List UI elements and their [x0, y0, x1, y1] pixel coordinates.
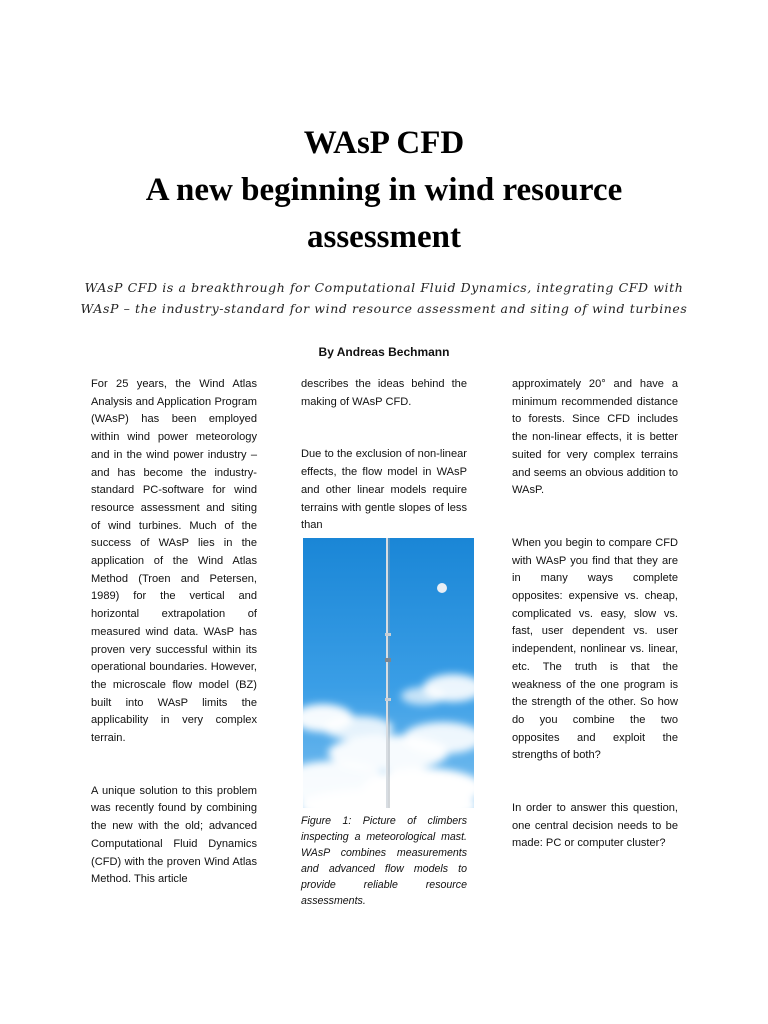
figure-photo-met-mast [303, 538, 474, 808]
paragraph: approximately 20° and have a minimum recommended distance to forests. Since CFD includes the non-linear effects, it is better suited for very complex terrains and seems an obvious addition to WAsP. [512, 378, 678, 497]
article-subtitle: WAsP CFD is a breakthrough for Computational Fluid Dynamics, integrating CFD with WAsP – the industry-standard for wind resource assessment and siting of wind turbines [80, 280, 688, 316]
figure-caption: Figure 1: Picture of climbers inspecting a meteorological mast. WAsP combines measurements and advanced flow models to provide reliable resource assessments. [301, 815, 467, 907]
paragraph: describes the ideas behind the making of WAsP CFD. [301, 378, 467, 408]
article-title [0, 120, 768, 261]
column-2 [301, 376, 467, 535]
paragraph: For 25 years, the Wind Atlas Analysis and Application Program (WAsP) has been employed within wind power meteorology and in the wind power industry – and has become the industry-standard PC-software for wind resource assessment and siting of wind turbines. Much of the success of WAsP lies in the application of the Wind Atlas Method (Troen and Petersen, 1989) for the vertical and horizontal extrapolation of measured wind data. WAsP has proven very successful within its operational boundaries. However, the microscale flow model (BZ) built into WAsP limits the applicability in very complex terrain. [91, 378, 257, 745]
paragraph: Due to the exclusion of non-linear effects, the flow model in WAsP and other linear models require terrains with gentle slopes of less than [301, 448, 467, 532]
paragraph: A unique solution to this problem was recently found by combining the new with the old; advanced Computational Fluid Dynamics (CFD) with the proven Wind Atlas Method. This article [91, 784, 257, 886]
paragraph: In order to answer this question, one central decision needs to be made: PC or computer cluster? [512, 802, 678, 850]
title-line: A new beginning in wind resource [145, 172, 623, 208]
column-3 [512, 376, 678, 853]
title-line: WAsP CFD [303, 125, 465, 161]
title-line: assessment [307, 219, 461, 255]
paragraph: When you begin to compare CFD with WAsP you find that they are in many ways complete opposites: expensive vs. cheap, complicated vs. easy, slow vs. fast, user dependent vs. user independent, nonlinear vs. linear, etc. The truth is that the weakness of the one program is the strength of the other. So how do you combine the two opposites and exploit the strengths of both? [512, 536, 678, 762]
column-1 [91, 376, 257, 889]
byline: By Andreas Bechmann [318, 345, 450, 359]
moon [437, 583, 447, 593]
